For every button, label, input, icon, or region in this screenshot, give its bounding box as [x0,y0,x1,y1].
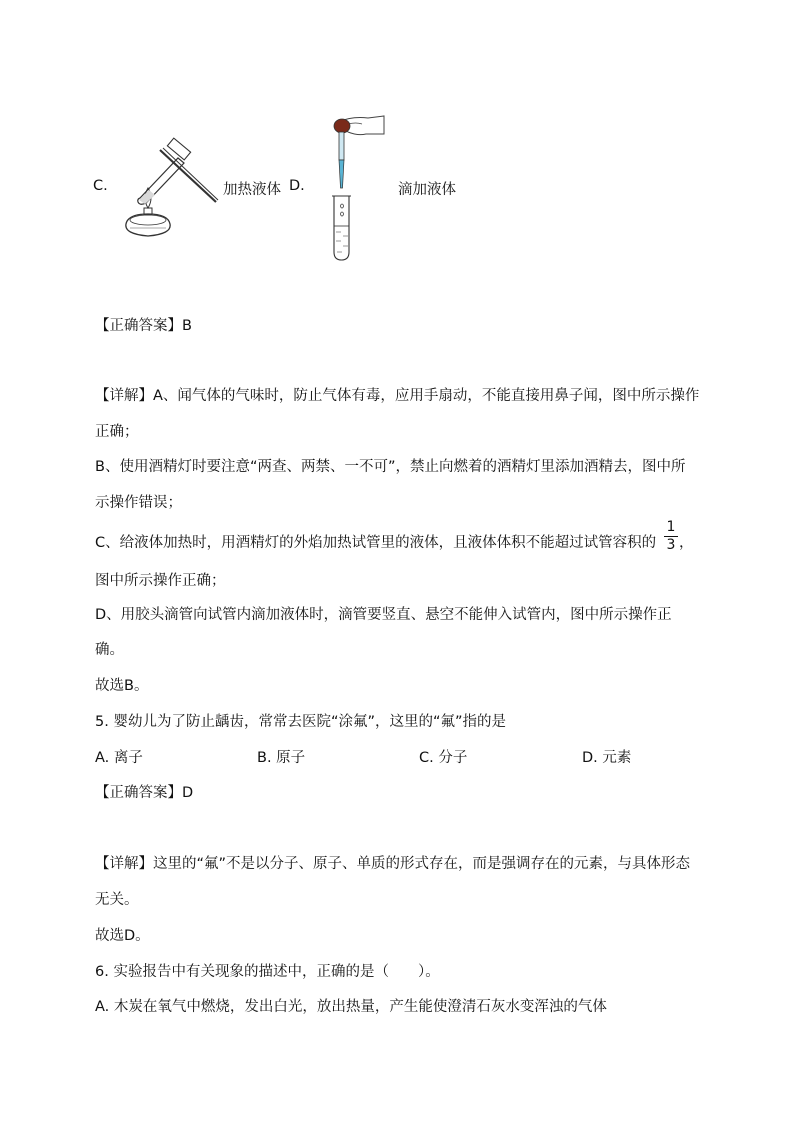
fraction-numerator: 1 [666,519,676,535]
option-d-label: D. [289,178,305,194]
option-c-label: C. [93,178,108,194]
q4-explain-4b: 确。 [95,642,124,658]
q4-explain-3a: C、给液体加热时，用酒精灯的外焰加热试管里的液体，且液体体积不能超过试管容积的 [95,535,657,551]
option-d-caption: 滴加液体 [398,182,456,198]
q5-option-a: A. 离子 [95,750,143,766]
q6-option-a: A. 木炭在氧气中燃烧，发出白光，放出热量，产生能使澄清石灰水变浑浊的气体 [95,999,607,1015]
q4-explain-3b: 图中所示操作正确； [95,573,226,589]
q4-explain-2a: B、使用酒精灯时要注意“两查、两禁、一不可”，禁止向燃着的酒精灯里添加酒精去，图中所 [95,459,686,475]
q4-explain-4a: D、用胶头滴管向试管内滴加液体时，滴管要竖直、悬空不能伸入试管内，图中所示操作正 [95,607,672,623]
fraction-one-third [664,520,678,553]
q5-explain-a: 【详解】这里的“氟”不是以分子、原子、单质的形式存在，而是强调存在的元素，与具体形态 [95,856,691,872]
q4-explain-1a: 【详解】A、闻气体的气味时，防止气体有毒，应用手扇动，不能直接用鼻子闻，图中所示操作 [95,388,700,404]
q4-answer: 【正确答案】B [95,318,192,334]
q4-explain-1b: 正确； [95,424,139,440]
q4-conclusion: 故选B。 [95,678,149,694]
fraction-denominator: 3 [666,537,676,553]
heating-liquid-illustration [118,140,218,240]
q5-option-b: B. 原子 [257,750,306,766]
q4-explain-3-end: ， [679,535,694,551]
q5-option-c: C. 分子 [419,750,468,766]
dropping-liquid-illustration [318,112,388,264]
q5-answer: 【正确答案】D [95,785,194,801]
option-c-caption: 加热液体 [223,182,281,198]
q5-stem: 5. 婴幼儿为了防止龋齿，常常去医院“涂氟”，这里的“氟”指的是 [95,714,506,730]
q5-conclusion: 故选D。 [95,928,150,944]
q5-explain-b: 无关。 [95,892,139,908]
q4-explain-2b: 示操作错误； [95,495,182,511]
q5-option-d: D. 元素 [582,750,632,766]
q6-stem: 6. 实验报告中有关现象的描述中，正确的是（ ）。 [95,964,440,980]
